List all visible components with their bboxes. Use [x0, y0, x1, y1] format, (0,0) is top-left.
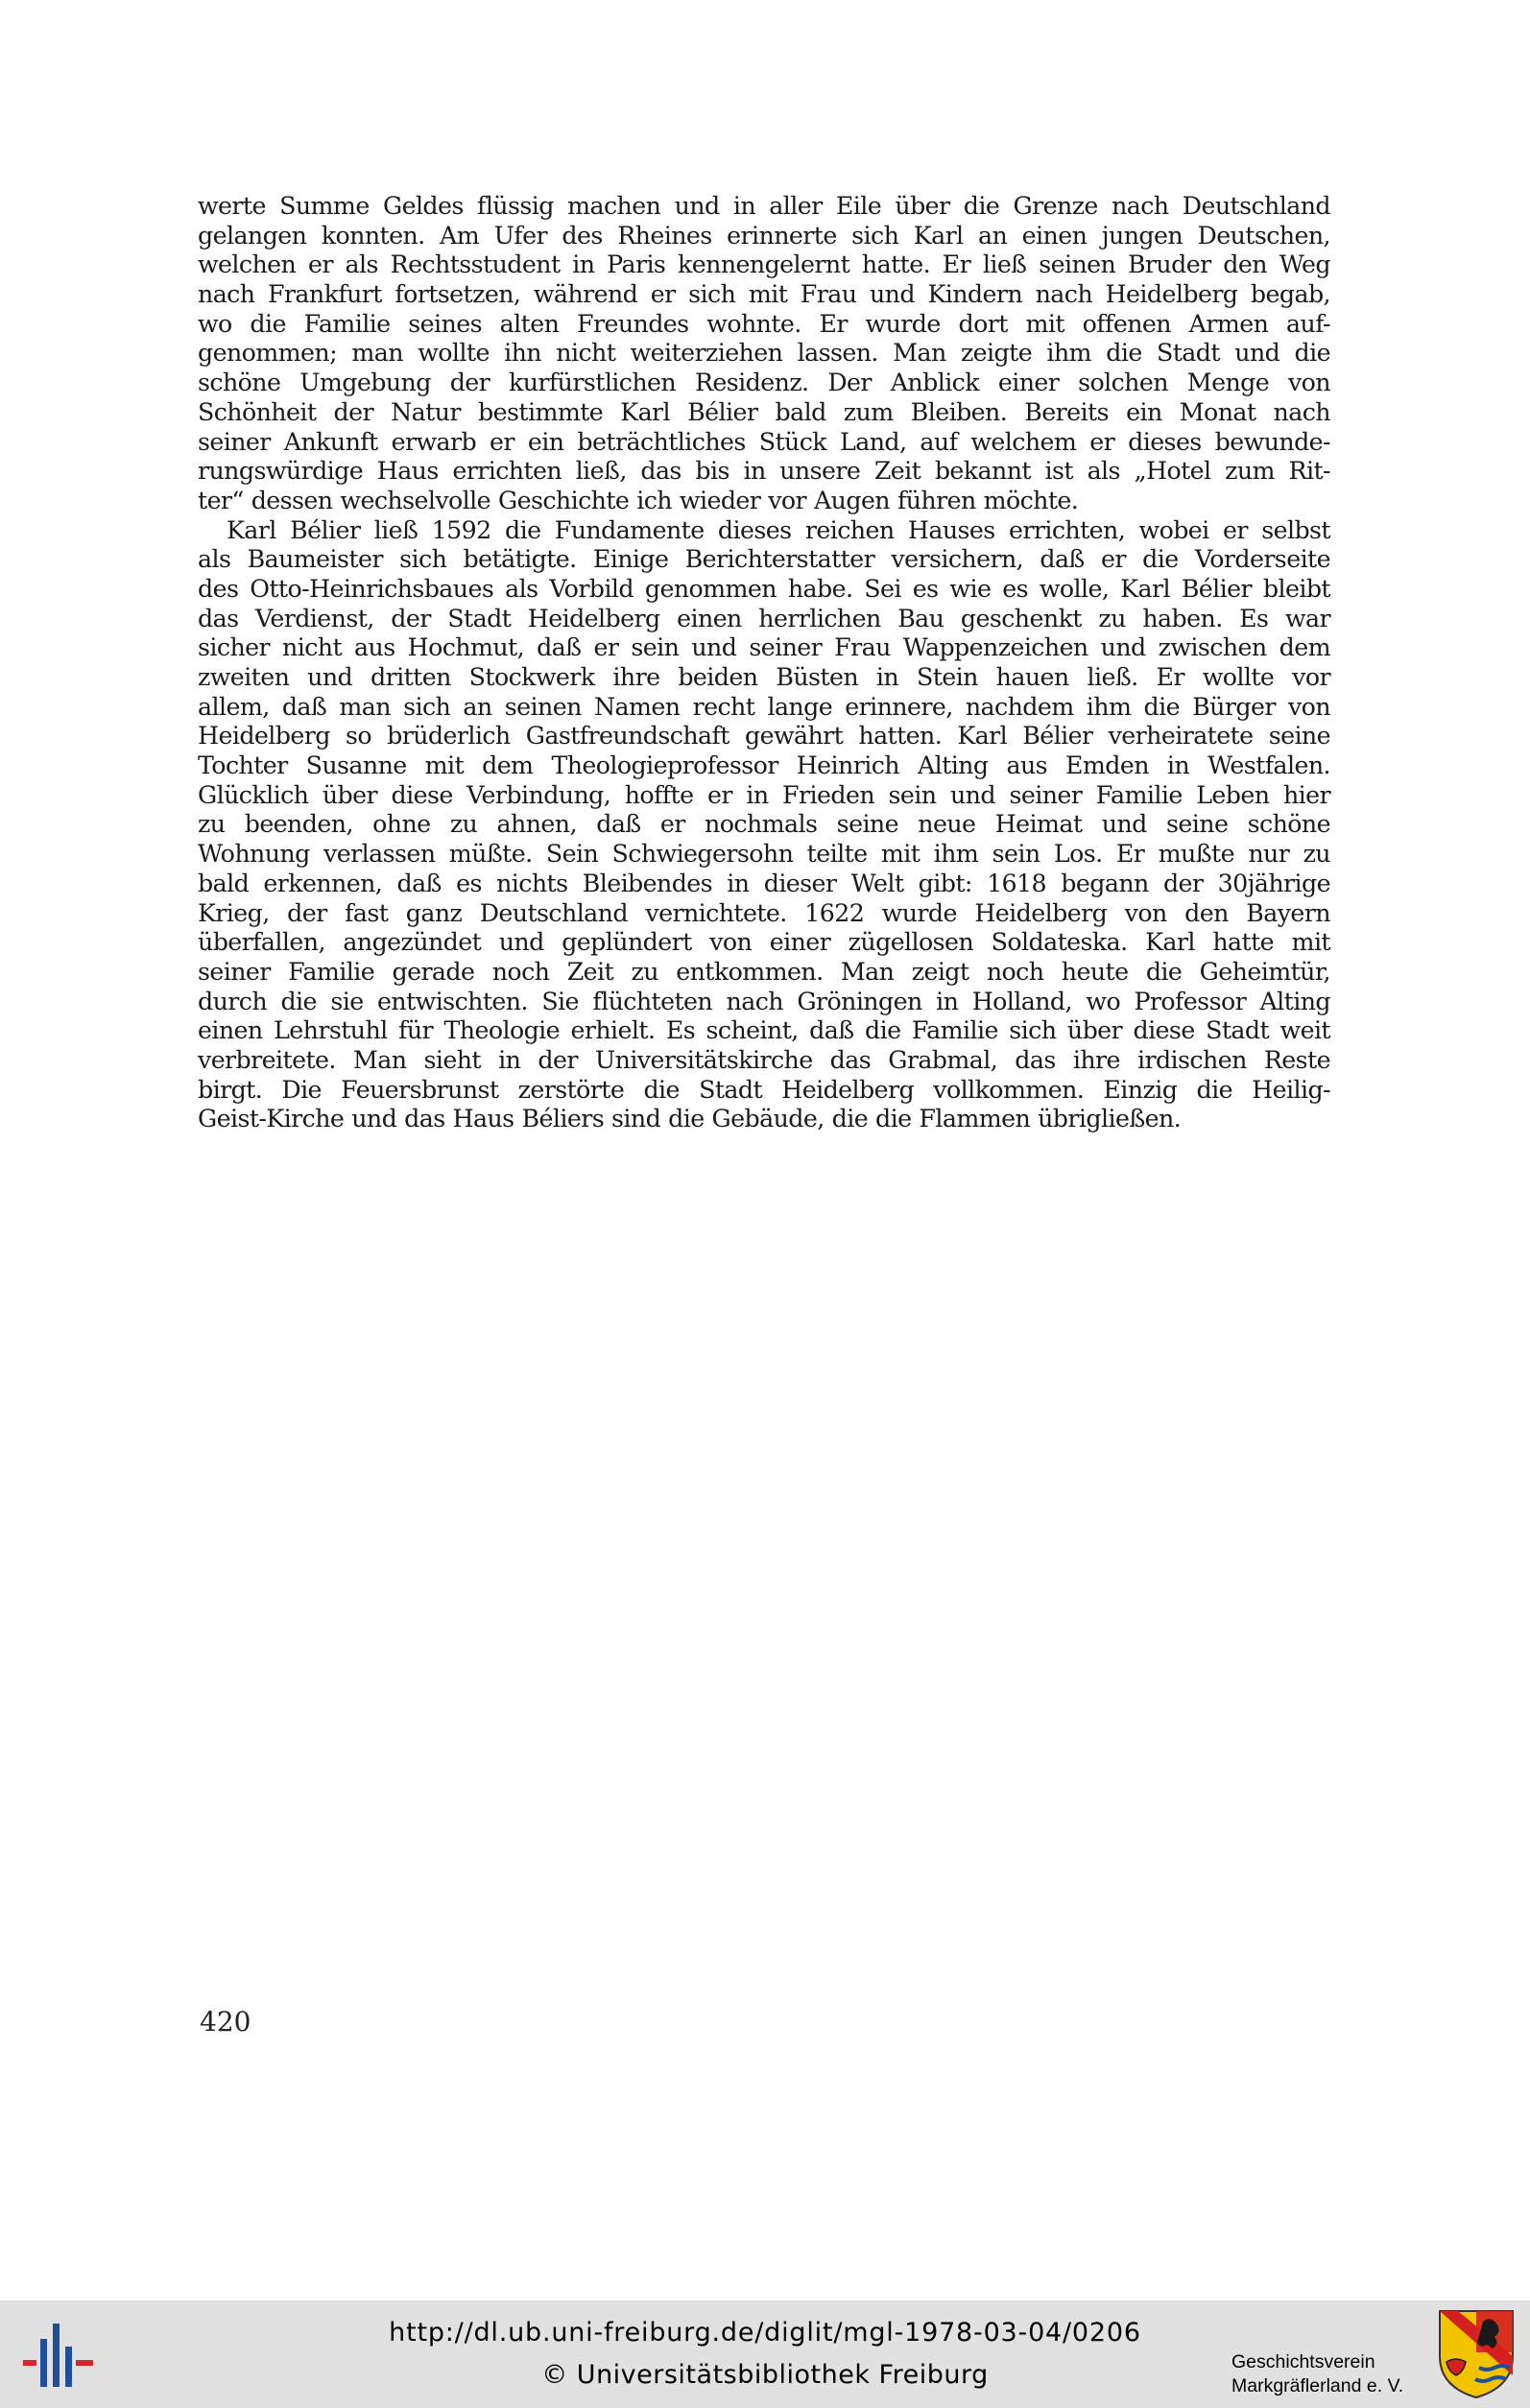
text-line: zu beenden, ohne zu ahnen, daß er nochmals seine neue Heimat und seine schöne — [198, 810, 1330, 839]
text-line: wo die Familie seines alten Freundes wohnte. Er wurde dort mit offenen Armen auf- — [198, 309, 1330, 338]
text-line: Wohnung verlassen müßte. Sein Schwiegersohn teilte mit ihm sein Los. Er mußte nur zu — [198, 840, 1330, 869]
text-line: Schönheit der Natur bestimmte Karl Bélier bald zum Bleiben. Bereits ein Monat nach — [198, 397, 1330, 426]
text-line: zweiten und dritten Stockwerk ihre beiden Büsten in Stein hauen ließ. Er wollte vor — [198, 663, 1330, 691]
text-line: des Otto-Heinrichsbaues als Vorbild genommen habe. Sei es wie es wolle, Karl Bélier bleibt — [198, 574, 1330, 603]
body-text — [198, 192, 1330, 1134]
text-line: Glücklich über diese Verbindung, hoffte er in Frieden sein und seiner Familie Leben hier — [198, 780, 1330, 809]
text-line: nach Frankfurt fortsetzen, während er sich mit Frau und Kindern nach Heidelberg begab, — [198, 280, 1330, 309]
text-line: Heidelberg so brüderlich Gastfreundschaft gewährt hatten. Karl Bélier verheiratete seine — [198, 722, 1330, 751]
text-line: seiner Familie gerade noch Zeit zu entkommen. Man zeigt noch heute die Geheimtür, — [198, 957, 1330, 986]
text-line: werte Summe Geldes flüssig machen und in aller Eile über die Grenze nach Deutschland — [198, 192, 1330, 220]
organization-name — [1231, 2350, 1403, 2398]
organization-name-line-1: Geschichtsverein — [1231, 2351, 1375, 2372]
text-line: durch die sie entwischten. Sie flüchteten nach Gröningen in Holland, wo Professor Alting — [198, 987, 1330, 1015]
text-line: das Verdienst, der Stadt Heidelberg einen herrlichen Bau geschenkt zu haben. Es war — [198, 604, 1330, 632]
text-line: sicher nicht aus Hochmut, daß er sein und seiner Frau Wappenzeichen und zwischen dem — [198, 633, 1330, 662]
text-line: überfallen, angezündet und geplündert von einer zügellosen Soldateska. Karl hatte mit — [198, 928, 1330, 957]
text-line: seiner Ankunft erwarb er ein beträchtliches Stück Land, auf welchem er dieses bewunde- — [198, 427, 1330, 456]
text-line: ter“ dessen wechselvolle Geschichte ich wieder vor Augen führen möchte. — [198, 486, 1079, 514]
footer-bar — [0, 2301, 1530, 2408]
page-number: 420 — [200, 2006, 251, 2038]
text-line: welchen er als Rechtsstudent in Paris kennengelernt hatte. Er ließ seinen Bruder den Weg — [198, 250, 1330, 279]
text-line: einen Lehrstuhl für Theologie erhielt. Es scheint, daß die Familie sich über diese Stadt weit — [198, 1016, 1330, 1045]
coat-of-arms-icon[interactable] — [1437, 2308, 1516, 2400]
text-line: Karl Bélier ließ 1592 die Fundamente dieses reichen Hauses errichten, wobei er selbst — [227, 515, 1330, 544]
text-line: rungswürdige Haus errichten ließ, das bis in unsere Zeit bekannt ist als „Hotel zum Rit- — [198, 457, 1330, 486]
text-line: Geist-Kirche und das Haus Béliers sind die Gebäude, die die Flammen übrigließen. — [198, 1105, 1182, 1133]
text-line: schöne Umgebung der kurfürstlichen Residenz. Der Anblick einer solchen Menge von — [198, 369, 1330, 397]
copyright-notice: © Universitätsbibliothek Freiburg — [541, 2360, 989, 2390]
text-line: allem, daß man sich an seinen Namen recht lange erinnere, nachdem ihm die Bürger von — [198, 692, 1330, 721]
text-line: Tochter Susanne mit dem Theologieprofessor Heinrich Alting aus Emden in Westfalen. — [198, 751, 1330, 780]
text-line: gelangen konnten. Am Ufer des Rheines erinnerte sich Karl an einen jungen Deutschen, — [198, 221, 1330, 250]
paragraph-2 — [198, 516, 1330, 1134]
organization-name-line-2: Markgräflerland e. V. — [1231, 2375, 1404, 2396]
document-url-link[interactable]: http://dl.ub.uni-freiburg.de/diglit/mgl-1978-03-04/0206 — [389, 2318, 1141, 2348]
text-line: als Baumeister sich betätigte. Einige Berichterstatter versichern, daß er die Vorderseite — [198, 545, 1330, 574]
text-line: birgt. Die Feuersbrunst zerstörte die Stadt Heidelberg vollkommen. Einzig die Heilig- — [198, 1075, 1330, 1104]
text-line: genommen; man wollte ihn nicht weiterziehen lassen. Man zeigte ihm die Stadt und die — [198, 339, 1330, 368]
text-line: verbreitete. Man sieht in der Universitätskirche das Grabmal, das ihre irdischen Reste — [198, 1045, 1330, 1074]
paragraph-1 — [198, 192, 1330, 516]
text-line: Krieg, der fast ganz Deutschland vernichtete. 1622 wurde Heidelberg von den Bayern — [198, 898, 1330, 927]
text-line: bald erkennen, daß es nichts Bleibendes in dieser Welt gibt: 1618 begann der 30jährige — [198, 869, 1330, 897]
